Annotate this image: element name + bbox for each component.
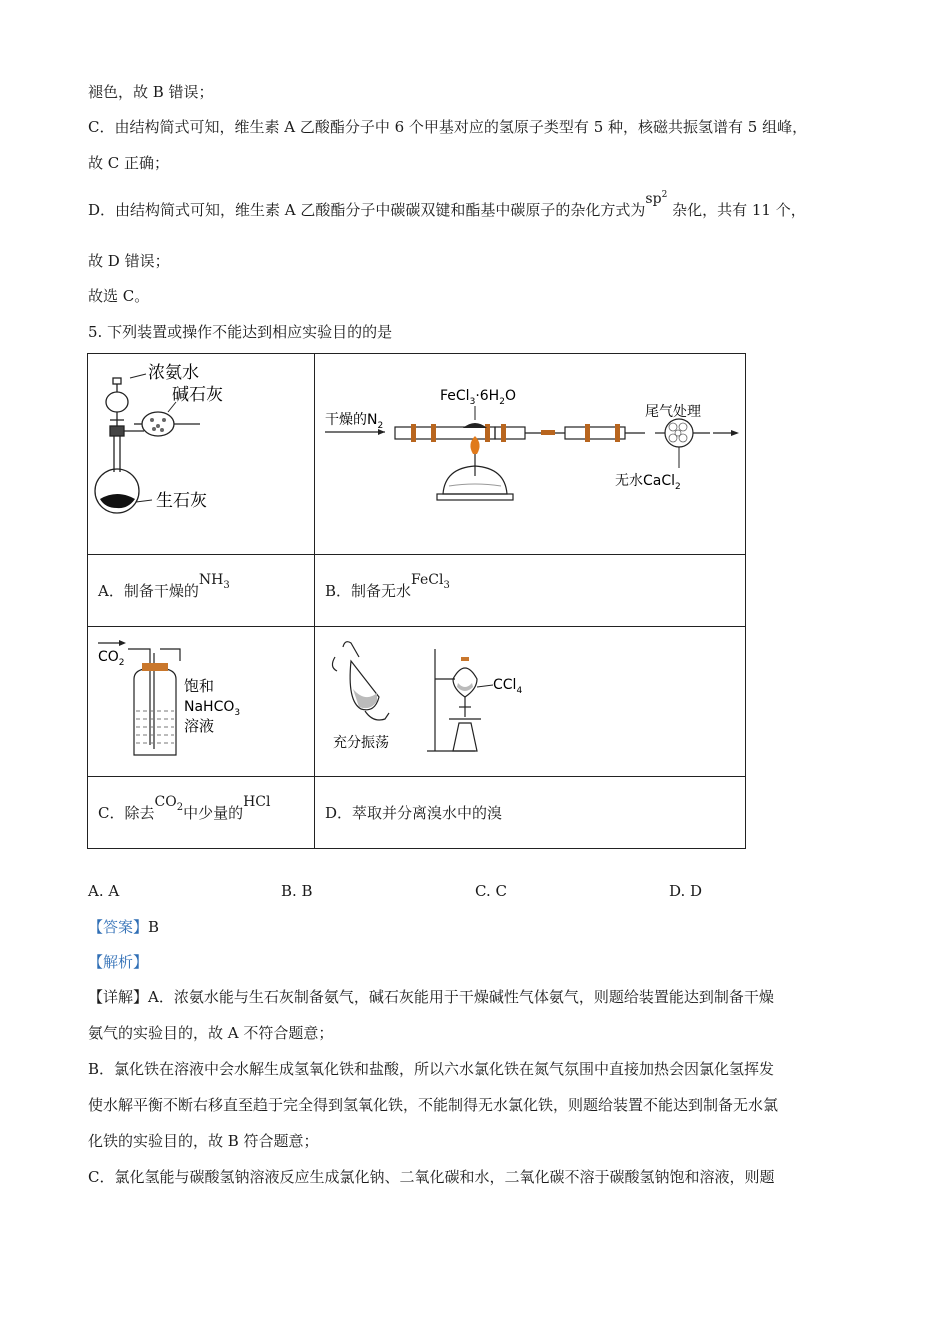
- explanation-line: 氨气的实验目的，故 A 不符合题意；: [88, 1024, 334, 1042]
- formula: $CO_2$: [154, 794, 184, 813]
- caption-d: D．萃取并分离溴水中的溴: [315, 777, 746, 849]
- caption-b: B．制备无水FeCl$_3$: [315, 555, 746, 627]
- figure-label: 饱和: [184, 677, 215, 695]
- explanation-line: B．氯化铁在溶液中会水解生成氢氧化铁和盐酸，所以六水氯化铁在氮气氛围中直接加热会因氯化氢挥发: [88, 1060, 775, 1078]
- figure-label: $CO_2$: [98, 649, 125, 668]
- figure-c-cell: [88, 627, 315, 777]
- gas-washing-bottle-figure: [88, 627, 314, 772]
- figure-label: $FeCl_3\cdot 6H_2O$: [440, 388, 516, 407]
- figure-label: 干燥的$N_2$: [325, 412, 384, 431]
- caption-a: A．制备干燥的$NH_3$: [88, 555, 315, 627]
- explanation-line: 使水解平衡不断右移直至趋于完全得到氢氧化铁，不能制得无水氯化铁，则题给装置不能达到制备无水氯: [88, 1096, 779, 1114]
- figure-label: 生石灰: [156, 491, 207, 511]
- analysis-label: 【解析】: [88, 953, 149, 971]
- explanation-line: C．氯化氢能与碳酸氢钠溶液反应生成氯化钠、二氧化碳和水，二氧化碳不溶于碳酸氢钠饱和溶液，则题: [88, 1168, 775, 1186]
- figure-label: NaHCO$_3$: [184, 699, 241, 718]
- text-line: 故选 C。: [88, 287, 150, 305]
- figure-a-cell: [88, 354, 315, 555]
- formula: HCl: [243, 794, 271, 810]
- explanation-line: 化铁的实验目的，故 B 符合题意；: [88, 1132, 319, 1150]
- ammonia-apparatus-figure: [88, 354, 314, 550]
- option-a[interactable]: A. A: [88, 882, 120, 900]
- answer-line: [88, 917, 159, 937]
- formula: $NH_3$: [198, 572, 230, 591]
- option-c[interactable]: C. C: [475, 882, 507, 900]
- figure-label: 浓氨水: [148, 363, 199, 383]
- text-line: C．由结构简式可知，维生素 A 乙酸酯分子中 6 个甲基对应的氢原子类型有 5 种，核磁共振氢谱有 5 组峰，: [88, 118, 808, 136]
- ferric-chloride-apparatus-figure: [315, 354, 745, 550]
- figure-d-cell: [315, 627, 746, 777]
- figure-label: 碱石灰: [172, 385, 223, 405]
- option-b[interactable]: B. B: [281, 882, 313, 900]
- answer-value: B: [148, 918, 160, 936]
- figure-label: 溶液: [184, 717, 215, 735]
- text-line: 褪色，故 B 错误；: [88, 83, 214, 101]
- text-segment: 杂化，共有 11 个，: [667, 201, 806, 219]
- apparatus-table: [87, 353, 746, 849]
- figure-b-cell: [315, 354, 746, 555]
- text-segment: D．由结构简式可知，维生素 A 乙酸酯分子中碳碳双键和酯基中碳原子的杂化方式为: [88, 201, 646, 219]
- detail-label: 【详解】: [88, 988, 149, 1006]
- figure-label: 尾气处理: [645, 404, 701, 420]
- text-line: [88, 190, 806, 223]
- hybrid-formula: $sp^2$: [645, 190, 668, 207]
- text-line: 故 C 正确；: [88, 154, 170, 172]
- figure-label: 充分振荡: [333, 735, 389, 751]
- formula: FeCl$_3$: [411, 572, 450, 591]
- answer-label: 【答案】: [88, 918, 149, 936]
- question-stem: 5. 下列装置或操作不能达到相应实验目的的是: [88, 323, 393, 341]
- explanation-line: 【详解】A．浓氨水能与生石灰制备氨气，碱石灰能用于干燥碱性气体氨气，则题给装置能达到制备干燥: [88, 988, 774, 1006]
- figure-label: CCl$_4$: [493, 677, 523, 696]
- option-d[interactable]: D. D: [669, 882, 703, 900]
- caption-c: C．除去$CO_2$中少量的HCl: [88, 777, 315, 849]
- extraction-figure: [315, 627, 745, 772]
- text-line: 故 D 错误；: [88, 252, 170, 270]
- figure-label: 无水CaCl$_2$: [615, 473, 681, 492]
